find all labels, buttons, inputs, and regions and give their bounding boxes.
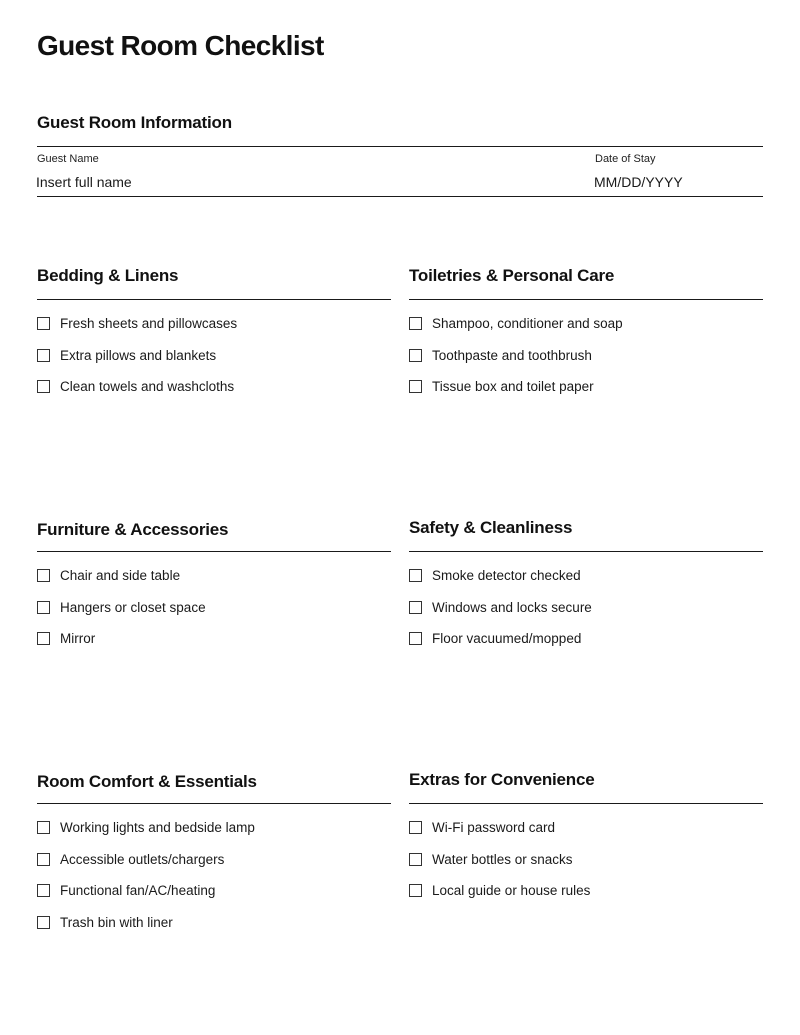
- divider: [37, 146, 763, 147]
- checklist-item[interactable]: [409, 340, 623, 372]
- checkbox[interactable]: [37, 853, 50, 866]
- item-label: Water bottles or snacks: [432, 851, 573, 867]
- checkbox[interactable]: [37, 821, 50, 834]
- section-title: Toiletries & Personal Care: [409, 266, 615, 285]
- checklist-item[interactable]: [37, 875, 255, 907]
- divider: [409, 803, 763, 804]
- checkbox[interactable]: [37, 916, 50, 929]
- section-title: Extras for Convenience: [409, 770, 595, 789]
- item-label: Clean towels and washcloths: [60, 379, 235, 395]
- checklist-item[interactable]: [37, 592, 206, 624]
- item-label: Fresh sheets and pillowcases: [60, 316, 238, 332]
- item-label: Windows and locks secure: [432, 599, 592, 615]
- item-label: Tissue box and toilet paper: [432, 379, 594, 395]
- divider: [409, 299, 763, 300]
- item-label: Working lights and bedside lamp: [60, 820, 255, 836]
- checkbox[interactable]: [37, 632, 50, 645]
- item-label: Accessible outlets/chargers: [60, 851, 225, 867]
- checklist-item[interactable]: [409, 592, 592, 624]
- checklist: [37, 308, 237, 403]
- guest-name-label: Guest Name: [37, 153, 99, 165]
- checklist: [37, 812, 255, 938]
- checkbox[interactable]: [409, 821, 422, 834]
- item-label: Hangers or closet space: [60, 599, 206, 615]
- checkbox[interactable]: [37, 601, 50, 614]
- item-label: Trash bin with liner: [60, 914, 173, 930]
- item-label: Smoke detector checked: [432, 568, 581, 584]
- checklist-item[interactable]: [37, 308, 237, 340]
- item-label: Extra pillows and blankets: [60, 347, 217, 363]
- item-label: Floor vacuumed/mopped: [432, 631, 582, 647]
- checklist-item[interactable]: [409, 560, 592, 592]
- date-of-stay-label: Date of Stay: [595, 153, 656, 165]
- checklist-item[interactable]: [37, 340, 237, 372]
- item-label: Local guide or house rules: [432, 883, 591, 899]
- checklist-item[interactable]: [409, 371, 623, 403]
- page-title: Guest Room Checklist: [37, 30, 324, 61]
- checkbox[interactable]: [409, 317, 422, 330]
- guest-room-information-heading: Guest Room Information: [37, 113, 232, 132]
- divider: [409, 551, 763, 552]
- checklist-item[interactable]: [409, 812, 590, 844]
- checkbox[interactable]: [409, 380, 422, 393]
- checkbox[interactable]: [409, 853, 422, 866]
- item-label: Shampoo, conditioner and soap: [432, 316, 623, 332]
- checkbox[interactable]: [37, 884, 50, 897]
- checklist-item[interactable]: [37, 812, 255, 844]
- checkbox[interactable]: [37, 569, 50, 582]
- checklist: [37, 560, 206, 655]
- item-label: Mirror: [60, 631, 96, 647]
- checklist-item[interactable]: [37, 371, 237, 403]
- guest-name-field[interactable]: Insert full name: [36, 174, 132, 190]
- checklist-item[interactable]: [409, 623, 592, 655]
- checklist-item[interactable]: [409, 875, 590, 907]
- checklist-item[interactable]: [409, 844, 590, 876]
- checkbox[interactable]: [409, 349, 422, 362]
- checklist-item[interactable]: [37, 560, 206, 592]
- section-title: Safety & Cleanliness: [409, 518, 573, 537]
- checkbox[interactable]: [409, 884, 422, 897]
- section-title: Bedding & Linens: [37, 266, 179, 285]
- item-label: Toothpaste and toothbrush: [432, 347, 592, 363]
- item-label: Chair and side table: [60, 568, 181, 584]
- section-title: Furniture & Accessories: [37, 520, 229, 539]
- item-label: Wi-Fi password card: [432, 820, 556, 836]
- divider: [37, 803, 391, 804]
- section-title: Room Comfort & Essentials: [37, 772, 257, 791]
- checklist-item[interactable]: [409, 308, 623, 340]
- checkbox[interactable]: [37, 380, 50, 393]
- checklist: [409, 560, 592, 655]
- date-of-stay-field[interactable]: MM/DD/YYYY: [594, 174, 683, 190]
- checklist-item[interactable]: [37, 907, 255, 939]
- checklist-item[interactable]: [37, 844, 255, 876]
- checkbox[interactable]: [409, 601, 422, 614]
- checkbox[interactable]: [409, 632, 422, 645]
- checkbox[interactable]: [37, 317, 50, 330]
- divider: [37, 551, 391, 552]
- checklist: [409, 812, 590, 907]
- divider: [37, 299, 391, 300]
- checkbox[interactable]: [409, 569, 422, 582]
- checkbox[interactable]: [37, 349, 50, 362]
- checklist: [409, 308, 623, 403]
- checklist-item[interactable]: [37, 623, 206, 655]
- divider: [37, 196, 763, 197]
- item-label: Functional fan/AC/heating: [60, 883, 216, 899]
